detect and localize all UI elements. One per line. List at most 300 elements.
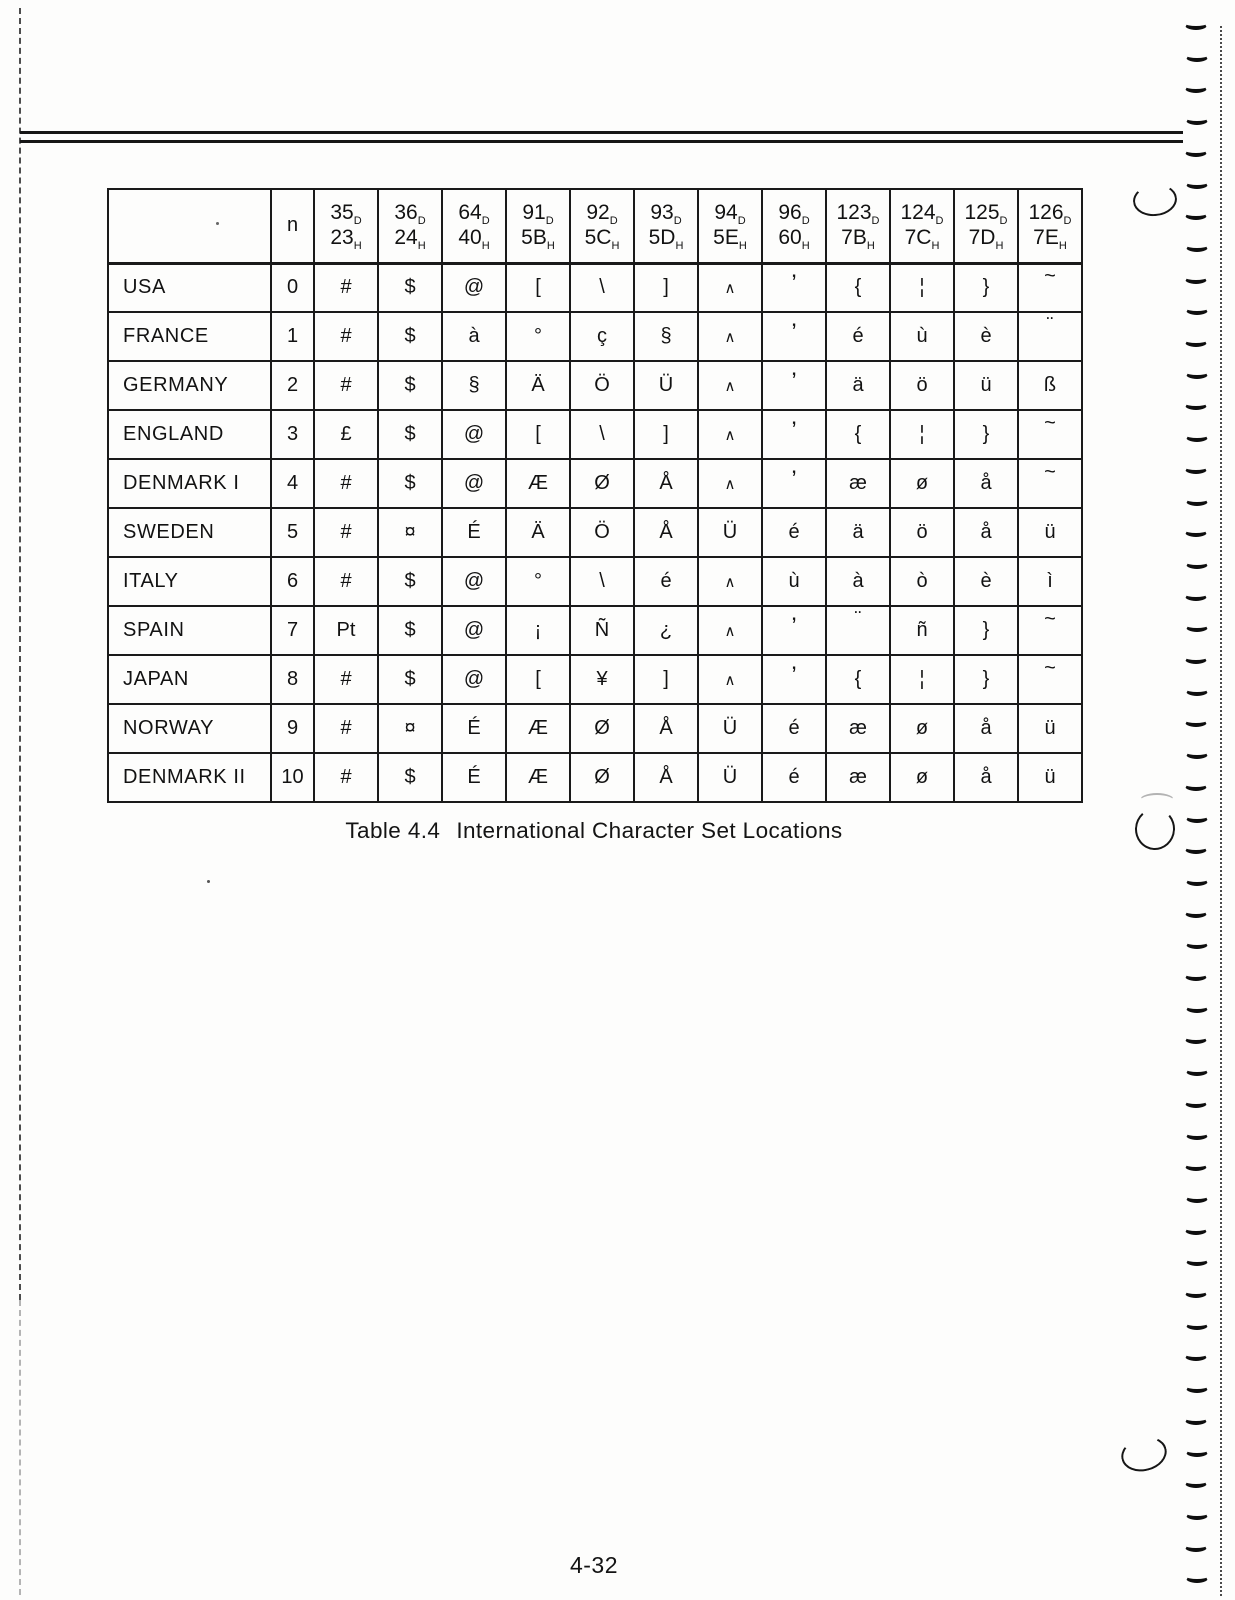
table-cell <box>762 361 826 410</box>
character-glyph: Æ <box>528 472 548 494</box>
row-n-value: 1 <box>271 312 314 361</box>
header-rule-bottom <box>20 140 1183 143</box>
table-cell <box>314 459 378 508</box>
table-cell <box>442 459 506 508</box>
table-cell <box>570 410 634 459</box>
binding-coil <box>1185 1001 1209 1013</box>
table-cell <box>378 410 442 459</box>
table-cell <box>378 753 442 802</box>
table-cell <box>506 263 570 312</box>
character-glyph: # <box>340 668 352 690</box>
binding-coil <box>1184 652 1208 664</box>
table-cell <box>762 459 826 508</box>
binding-coil <box>1184 525 1208 537</box>
table-cell <box>634 557 698 606</box>
table-cell <box>954 606 1018 655</box>
character-glyph: ù <box>788 570 800 592</box>
table-cell <box>634 263 698 312</box>
table-row <box>108 410 1082 459</box>
character-glyph: [ <box>535 423 541 445</box>
character-glyph: § <box>468 374 480 396</box>
character-glyph: ’ <box>791 612 797 640</box>
character-glyph: ∧ <box>724 427 736 444</box>
table-cell <box>378 704 442 753</box>
table-cell <box>442 606 506 655</box>
binding-coil <box>1185 1445 1209 1457</box>
table-cell <box>698 655 762 704</box>
table-cell <box>570 312 634 361</box>
character-glyph: ’ <box>791 318 797 346</box>
character-glyph: ¤ <box>404 717 416 739</box>
table-cell <box>634 459 698 508</box>
binding-coil <box>1185 240 1209 252</box>
character-glyph: ’ <box>791 661 797 689</box>
table-cell <box>378 557 442 606</box>
character-glyph: Ñ <box>594 619 610 641</box>
character-glyph: $ <box>404 668 416 690</box>
column-header: $124_D$ $7C_H$ <box>890 189 954 263</box>
binding-coil <box>1185 1064 1209 1076</box>
character-glyph: ö <box>916 374 928 396</box>
character-set-table-wrap <box>107 188 1083 803</box>
table-cell <box>1018 361 1082 410</box>
row-n-value: 8 <box>271 655 314 704</box>
character-glyph: $ <box>404 325 416 347</box>
character-glyph: ¦ <box>919 276 925 299</box>
character-glyph: æ <box>849 766 867 788</box>
row-n-value: 3 <box>271 410 314 459</box>
binding-coil <box>1185 937 1209 949</box>
row-n-value: 4 <box>271 459 314 508</box>
character-glyph: ì <box>1047 570 1053 592</box>
table-cell <box>826 312 890 361</box>
character-glyph: [ <box>535 668 541 690</box>
character-glyph: å <box>980 766 992 788</box>
scan-speck <box>207 880 210 883</box>
column-header: $96_D$ $60_H$ <box>762 189 826 263</box>
table-cell <box>634 312 698 361</box>
row-n-value: 5 <box>271 508 314 557</box>
table-cell <box>570 459 634 508</box>
character-glyph: ç <box>597 325 607 347</box>
character-glyph: ø <box>915 766 929 788</box>
table-cell <box>506 312 570 361</box>
character-glyph: # <box>340 325 352 347</box>
character-glyph: { <box>854 276 862 299</box>
character-glyph: å <box>980 472 992 494</box>
character-glyph: Å <box>659 717 673 739</box>
row-label: SWEDEN <box>108 508 271 557</box>
column-header: $64_D$ $40_H$ <box>442 189 506 263</box>
binding-coil <box>1185 303 1209 315</box>
column-header: $126_D$ $7E_H$ <box>1018 189 1082 263</box>
character-glyph: ] <box>663 668 669 690</box>
character-glyph: é <box>660 570 672 592</box>
table-cell <box>634 361 698 410</box>
character-glyph: ¿ <box>659 619 673 641</box>
table-cell <box>954 557 1018 606</box>
row-label: SPAIN <box>108 606 271 655</box>
table-cell <box>890 557 954 606</box>
binding-coil <box>1184 1159 1208 1171</box>
character-glyph: Ü <box>722 521 738 543</box>
binding-coil <box>1184 335 1208 347</box>
character-glyph: ∧ <box>724 574 736 591</box>
table-cell <box>698 263 762 312</box>
row-n-value: 6 <box>271 557 314 606</box>
table-cell <box>570 704 634 753</box>
table-cell <box>826 361 890 410</box>
character-glyph: å <box>980 717 992 739</box>
character-glyph: Ö <box>594 374 610 396</box>
table-cell <box>698 606 762 655</box>
character-glyph: } <box>982 276 990 299</box>
table-cell <box>570 557 634 606</box>
table-cell <box>762 655 826 704</box>
character-glyph: ∧ <box>724 329 736 346</box>
character-glyph: ∧ <box>724 476 736 493</box>
character-set-table <box>107 188 1083 803</box>
table-row <box>108 704 1082 753</box>
character-glyph: # <box>340 717 352 739</box>
character-glyph: Ü <box>722 766 738 788</box>
character-glyph: å <box>980 521 992 543</box>
row-label: ITALY <box>108 557 271 606</box>
character-glyph: @ <box>463 276 485 299</box>
table-row <box>108 606 1082 655</box>
binding-coil <box>1184 1286 1208 1298</box>
row-label: DENMARK II <box>108 753 271 802</box>
binding-coil <box>1185 367 1209 379</box>
character-glyph: Ø <box>594 766 610 788</box>
binding-coil <box>1185 1191 1209 1203</box>
table-cell <box>826 557 890 606</box>
table-cell <box>314 557 378 606</box>
table-caption-number: Table 4.4 <box>345 818 441 843</box>
table-cell <box>890 410 954 459</box>
table-cell <box>506 459 570 508</box>
character-glyph: é <box>852 325 864 347</box>
character-glyph: Ø <box>594 717 610 739</box>
table-cell <box>826 753 890 802</box>
table-row <box>108 263 1082 312</box>
table-cell <box>698 459 762 508</box>
binding-coil <box>1185 494 1209 506</box>
character-glyph: Ø <box>594 472 610 494</box>
character-glyph: ü <box>1044 521 1056 543</box>
character-glyph: Ü <box>722 717 738 739</box>
character-glyph: ñ <box>916 619 928 641</box>
row-label: ENGLAND <box>108 410 271 459</box>
binding-coil <box>1185 557 1209 569</box>
table-cell <box>826 704 890 753</box>
table-cell <box>378 361 442 410</box>
binding-coil <box>1184 272 1208 284</box>
character-glyph: $ <box>404 423 416 445</box>
table-cell <box>634 606 698 655</box>
character-glyph: # <box>340 521 352 543</box>
character-glyph: § <box>660 325 672 347</box>
character-glyph: $ <box>404 619 416 641</box>
binding-coil <box>1184 589 1208 601</box>
binding-coil <box>1184 1349 1208 1361</box>
column-header: $125_D$ $7D_H$ <box>954 189 1018 263</box>
binding-coil <box>1184 1476 1208 1488</box>
table-cell <box>890 361 954 410</box>
table-cell <box>378 655 442 704</box>
table-cell <box>762 410 826 459</box>
table-cell <box>314 606 378 655</box>
table-cell <box>378 312 442 361</box>
binding-coil <box>1185 1254 1209 1266</box>
table-cell <box>506 361 570 410</box>
character-glyph: ß <box>1043 374 1057 396</box>
table-cell <box>314 312 378 361</box>
row-n-value: 10 <box>271 753 314 802</box>
table-cell <box>890 312 954 361</box>
character-glyph: ∧ <box>724 623 736 640</box>
table-cell <box>954 410 1018 459</box>
binding-coil-large <box>1134 807 1177 852</box>
binding-coil <box>1185 874 1209 886</box>
table-cell <box>890 263 954 312</box>
character-glyph: £ <box>340 423 352 445</box>
table-cell <box>506 704 570 753</box>
character-glyph: # <box>340 374 352 396</box>
table-cell <box>1018 557 1082 606</box>
binding-coil <box>1184 398 1208 410</box>
character-glyph: \ <box>599 570 605 592</box>
table-cell <box>442 263 506 312</box>
table-cell <box>890 655 954 704</box>
character-glyph: Å <box>659 472 673 494</box>
table-cell <box>634 753 698 802</box>
character-glyph: # <box>340 472 352 494</box>
character-glyph: æ <box>849 717 867 739</box>
table-cell <box>762 263 826 312</box>
binding-coil <box>1185 1128 1209 1140</box>
character-glyph: à <box>852 570 864 592</box>
character-glyph: ü <box>1044 766 1056 788</box>
table-cell <box>698 557 762 606</box>
character-glyph: # <box>340 570 352 592</box>
binding-coil <box>1184 81 1208 93</box>
table-cell <box>314 704 378 753</box>
character-glyph: ° <box>534 570 542 592</box>
table-cell <box>698 361 762 410</box>
binding-coil <box>1184 906 1208 918</box>
table-cell <box>442 655 506 704</box>
table-cell <box>698 312 762 361</box>
binding-coil-large <box>1118 1432 1171 1476</box>
table-cell <box>954 263 1018 312</box>
character-glyph: Ö <box>594 521 610 543</box>
table-cell <box>826 459 890 508</box>
character-glyph: é <box>788 766 800 788</box>
character-glyph: ] <box>663 423 669 445</box>
binding-coil <box>1185 430 1209 442</box>
character-glyph: @ <box>463 668 485 690</box>
character-glyph: ~ <box>1044 608 1056 630</box>
table-cell <box>890 508 954 557</box>
character-glyph: ü <box>1044 717 1056 739</box>
character-glyph: ¤ <box>404 521 416 543</box>
character-glyph: ’ <box>791 416 797 444</box>
character-glyph: ¨ <box>1046 314 1054 336</box>
table-cell <box>506 753 570 802</box>
table-row <box>108 459 1082 508</box>
page-number: 4-32 <box>569 1552 619 1578</box>
binding-coil <box>1185 50 1209 62</box>
table-cell <box>698 704 762 753</box>
character-glyph: ü <box>980 374 992 396</box>
binding-coil <box>1184 1032 1208 1044</box>
character-glyph: à <box>468 325 480 347</box>
character-glyph: Ä <box>531 374 545 396</box>
character-glyph: è <box>980 570 992 592</box>
table-cell <box>1018 606 1082 655</box>
table-cell <box>506 655 570 704</box>
character-glyph: ¦ <box>919 423 925 445</box>
binding-coil <box>1184 969 1208 981</box>
table-cell <box>314 753 378 802</box>
row-n-value: 2 <box>271 361 314 410</box>
table-cell <box>954 655 1018 704</box>
character-glyph: ~ <box>1044 461 1056 483</box>
table-cell <box>762 312 826 361</box>
column-header: $94_D$ $5E_H$ <box>698 189 762 263</box>
row-n-value: 0 <box>271 263 314 312</box>
binding-coil <box>1184 1540 1208 1552</box>
character-glyph: ¨ <box>854 608 862 630</box>
table-cell <box>314 410 378 459</box>
character-glyph: é <box>788 717 800 739</box>
character-glyph: $ <box>404 570 416 592</box>
left-page-edge-line-faint <box>19 1300 21 1595</box>
character-glyph: ’ <box>791 367 797 395</box>
table-cell <box>570 508 634 557</box>
table-cell <box>506 410 570 459</box>
corner-cell <box>108 189 271 263</box>
character-glyph: æ <box>849 472 867 494</box>
table-cell <box>698 753 762 802</box>
character-glyph: @ <box>463 570 485 592</box>
character-glyph: ù <box>916 325 928 347</box>
column-header: $91_D$ $5B_H$ <box>506 189 570 263</box>
character-glyph: Å <box>659 521 673 543</box>
binding-coil <box>1185 1571 1209 1583</box>
binding-coil <box>1185 1318 1209 1330</box>
table-cell <box>1018 753 1082 802</box>
character-glyph: Pt <box>336 619 356 641</box>
character-glyph: Å <box>659 766 673 788</box>
row-n-value: 7 <box>271 606 314 655</box>
table-cell <box>1018 312 1082 361</box>
character-glyph: ∧ <box>724 672 736 689</box>
table-row <box>108 312 1082 361</box>
table-cell <box>442 312 506 361</box>
binding-coil-ghost <box>1139 793 1175 809</box>
character-glyph: [ <box>535 276 541 299</box>
character-glyph: # <box>340 276 352 299</box>
table-cell <box>442 704 506 753</box>
character-glyph: @ <box>463 619 485 641</box>
table-cell <box>826 410 890 459</box>
table-row <box>108 557 1082 606</box>
table-cell <box>762 508 826 557</box>
table-cell <box>506 508 570 557</box>
character-glyph: ’ <box>791 269 797 297</box>
table-cell <box>1018 410 1082 459</box>
table-cell <box>634 508 698 557</box>
table-cell <box>570 606 634 655</box>
character-glyph: ö <box>916 521 928 543</box>
table-cell <box>378 459 442 508</box>
character-glyph: ¡ <box>534 619 542 641</box>
table-row <box>108 361 1082 410</box>
column-header: $123_D$ $7B_H$ <box>826 189 890 263</box>
binding-coil <box>1184 1096 1208 1108</box>
table-cell <box>442 361 506 410</box>
character-glyph: @ <box>463 423 485 445</box>
binding-coil-large <box>1131 182 1178 218</box>
table-cell <box>378 606 442 655</box>
row-label: JAPAN <box>108 655 271 704</box>
binding-coil <box>1184 1223 1208 1235</box>
table-cell <box>314 263 378 312</box>
binding-coil <box>1184 208 1208 220</box>
table-cell <box>442 410 506 459</box>
column-header: $92_D$ $5C_H$ <box>570 189 634 263</box>
table-cell <box>442 753 506 802</box>
table-cell <box>1018 263 1082 312</box>
table-cell <box>1018 459 1082 508</box>
table-cell <box>570 655 634 704</box>
row-label: FRANCE <box>108 312 271 361</box>
character-glyph: ø <box>915 472 929 494</box>
character-glyph: ~ <box>1044 265 1056 288</box>
character-glyph: ò <box>916 570 928 592</box>
table-cell <box>954 508 1018 557</box>
table-cell <box>826 263 890 312</box>
character-glyph: } <box>982 423 990 445</box>
table-cell <box>826 655 890 704</box>
right-page-edge-line <box>1220 26 1222 1596</box>
character-glyph: { <box>854 423 862 445</box>
character-glyph: Ä <box>531 521 545 543</box>
row-label: DENMARK I <box>108 459 271 508</box>
binding-coil <box>1185 1381 1209 1393</box>
character-glyph: ¦ <box>919 668 925 690</box>
binding-coil <box>1184 842 1208 854</box>
binding-coil <box>1185 177 1209 189</box>
character-glyph: \ <box>599 276 605 299</box>
table-cell <box>890 753 954 802</box>
header-rule-top <box>20 131 1183 134</box>
character-glyph: Ü <box>658 374 674 396</box>
character-glyph: $ <box>404 472 416 494</box>
table-cell <box>570 361 634 410</box>
column-header: $36_D$ $24_H$ <box>378 189 442 263</box>
character-glyph: $ <box>404 374 416 396</box>
character-glyph: ~ <box>1044 412 1056 434</box>
table-cell <box>1018 704 1082 753</box>
character-glyph: } <box>982 668 990 690</box>
binding-coil <box>1184 1413 1208 1425</box>
table-row <box>108 508 1082 557</box>
character-glyph: ° <box>534 325 542 347</box>
character-glyph: { <box>854 668 862 690</box>
